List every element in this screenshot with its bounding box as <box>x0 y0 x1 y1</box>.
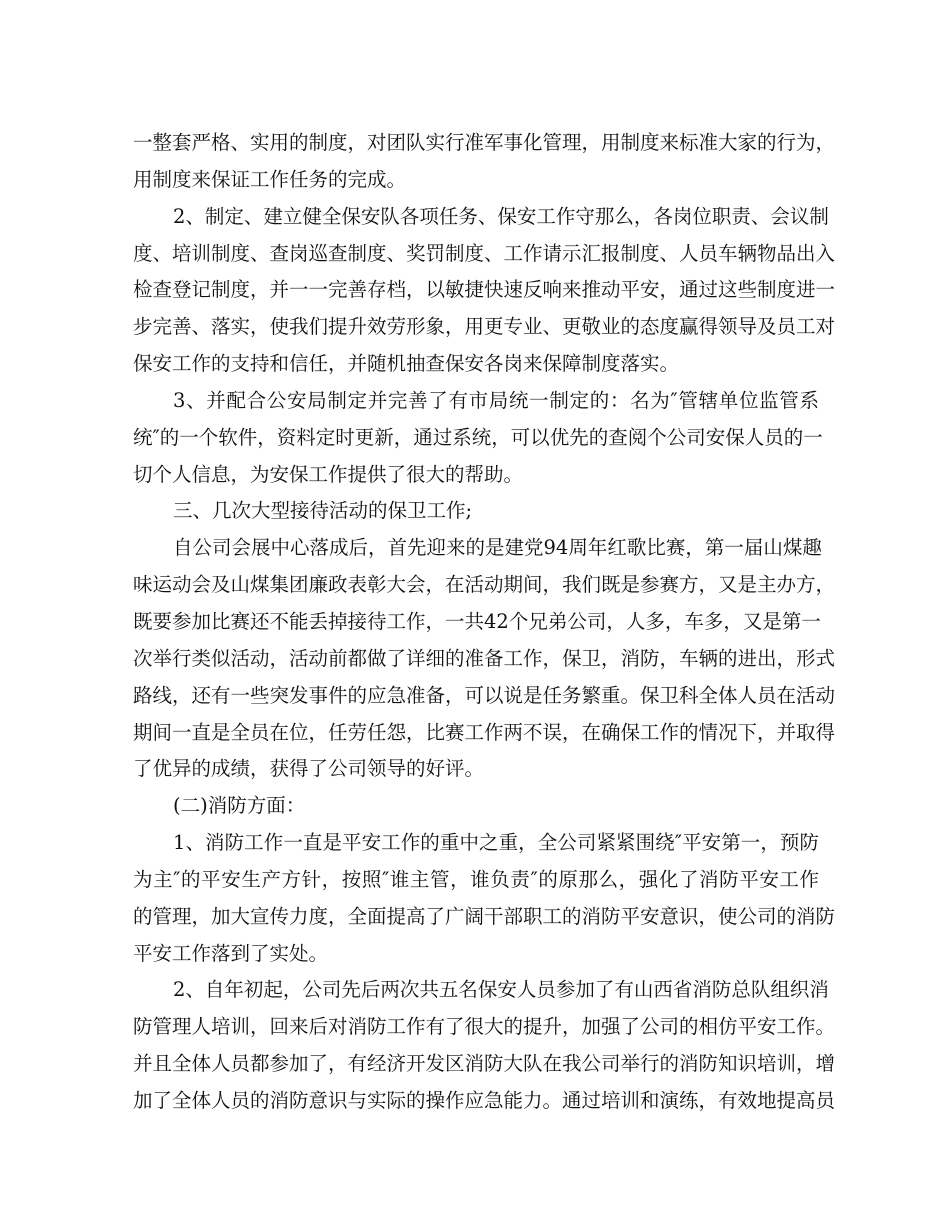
text-line: 2、自年初起，公司先后两次共五名保安人员参加了有山西省消防总队组织消 <box>173 978 829 1002</box>
text-line: 自公司会展中心落成后，首先迎来的是建党94周年红歌比赛，第一届山煤趣 <box>173 536 822 560</box>
text-line: 防管理人培训，回来后对消防工作有了很大的提升，加强了公司的相仿平安工作。 <box>133 1015 836 1039</box>
text-line: 保安工作的支持和信任，并随机抽查保安各岗来保障制度落实。 <box>133 352 680 376</box>
text-line: 步完善、落实，使我们提升效劳形象，用更专业、更敬业的态度赢得领导及员工对 <box>133 315 836 339</box>
text-line: 统″的一个软件，资料定时更新，通过系统，可以优先的查阅个公司安保人员的一 <box>133 425 823 449</box>
text-line: 一整套严格、实用的制度，对团队实行准军事化管理，用制度来标准大家的行为， <box>133 131 836 154</box>
text-line: 期间一直是全员在位，任劳任怨，比赛工作两不误，在确保工作的情况下，并取得 <box>133 720 836 744</box>
text-line: 切个人信息，为安保工作提供了很大的帮助。 <box>133 462 524 486</box>
text-line: 3、并配合公安局制定并完善了有市局统一制定的：名为″管辖单位监管系 <box>173 388 819 412</box>
text-line: 的管理，加大宣传力度，全面提高了广阔干部职工的消防平安意识，使公司的消防 <box>133 904 836 928</box>
text-line: 检查登记制度，并一一完善存档，以敏捷快速反响来推动平安，通过这些制度进一 <box>133 278 836 302</box>
text-line: 了优异的成绩，获得了公司领导的好评。 <box>133 757 485 781</box>
text-line: 加了全体人员的消防意识与实际的操作应急能力。通过培训和演练，有效地提高员 <box>133 1088 836 1112</box>
text-line: 2、制定、建立健全保安队各项任务、保安工作守那么，各岗位职责、会议制 <box>173 204 829 228</box>
text-line: 为主″的平安生产方针，按照″谁主管，谁负责″的原那么，强化了消防平安工作 <box>133 867 819 891</box>
text-line: 既要参加比赛还不能丢掉接待工作，一共42个兄弟公司，人多，车多，又是第一 <box>133 609 821 633</box>
text-line: 平安工作落到了实处。 <box>133 941 329 965</box>
text-line: (二)消防方面： <box>173 794 306 818</box>
text-line: 用制度来保证工作任务的完成。 <box>133 167 407 191</box>
text-line: 路线，还有一些突发事件的应急准备，可以说是任务繁重。保卫科全体人员在活动 <box>133 683 836 707</box>
document-body <box>133 125 836 1120</box>
text-line: 味运动会及山煤集团廉政表彰大会，在活动期间，我们既是参赛方，又是主办方， <box>133 573 836 597</box>
text-line: 三、几次大型接待活动的保卫工作; <box>173 499 473 523</box>
text-line: 次举行类似活动，活动前都做了详细的准备工作，保卫，消防，车辆的进出，形式 <box>133 646 836 670</box>
text-line: 度、培训制度、查岗巡查制度、奖罚制度、工作请示汇报制度、人员车辆物品出入 <box>133 241 836 265</box>
text-line: 并且全体人员都参加了，有经济开发区消防大队在我公司举行的消防知识培训，增 <box>133 1052 836 1076</box>
text-line: 1、消防工作一直是平安工作的重中之重，全公司紧紧围绕″平安第一，预防 <box>173 831 819 855</box>
